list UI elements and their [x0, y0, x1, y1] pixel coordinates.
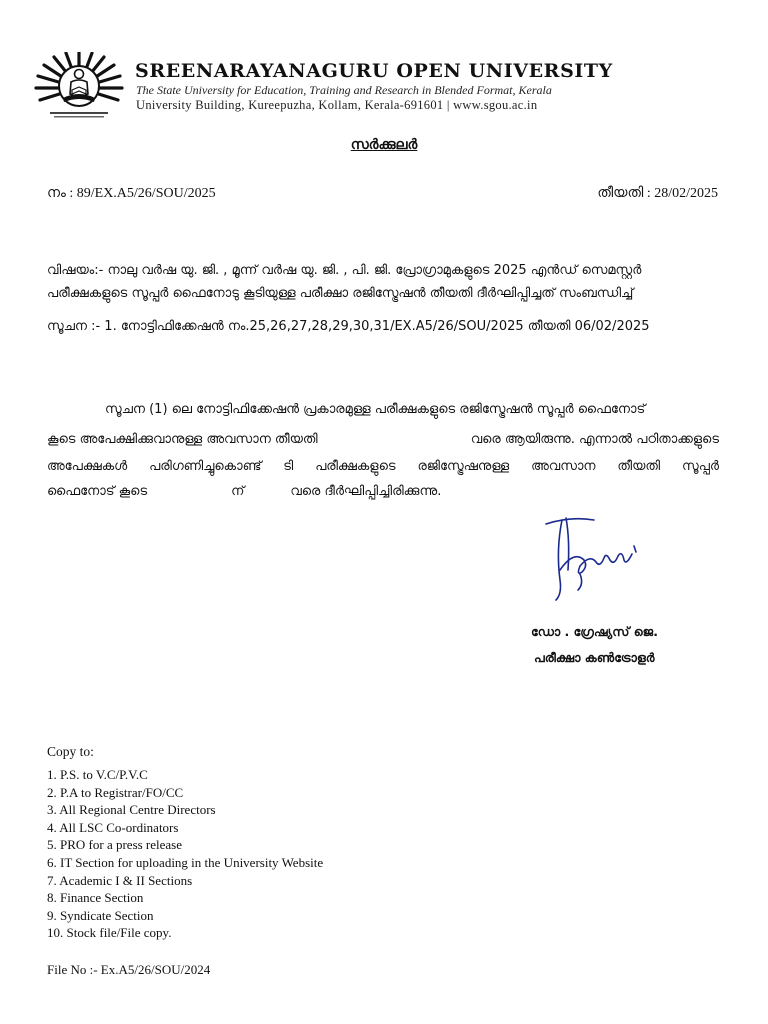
list-item: 10. Stock file/File copy.: [47, 925, 172, 941]
signatory-title: പരീക്ഷാ കൺട്രോളർ: [534, 650, 655, 665]
body-line-3-word: രജിസ്ട്രേഷനുള്ള: [417, 459, 510, 474]
body-line-4-part-b: ന്: [231, 484, 245, 499]
subject-line-1: വിഷയം:- നാലു വർഷ യു. ജി. , മൂന്ന് വർഷ യു. ജി. , പി. ജി. പ്രോഗ്രാമുകളുടെ 2025 എൻഡ് സെമസ്റ്റർ: [47, 263, 642, 278]
body-line-1: സൂചന (1) ലെ നോട്ടിഫിക്കേഷൻ പ്രകാരമുള്ള പരീക്ഷകളുടെ രജിസ്ട്രേഷൻ സൂപ്പർ ഫൈനോട്: [105, 402, 646, 417]
circular-date: തീയതി : 28/02/2025: [597, 186, 718, 201]
signature-image: [540, 510, 650, 605]
file-number: File No :- Ex.A5/26/SOU/2024: [47, 962, 211, 977]
signatory-name: ഡോ . ഗ്രേഷ്യസ് ജെ.: [531, 624, 658, 639]
body-line-4-part-c: വരെ ദീർഘിപ്പിച്ചിരിക്കുന്നു.: [290, 484, 442, 499]
university-tagline: The State University for Education, Training and Research in Blended Format, Kerala: [136, 83, 552, 97]
list-item: 8. Finance Section: [47, 890, 144, 906]
body-line-3-word: പരിഗണിച്ചുകൊണ്ട്: [149, 459, 262, 474]
subject-block: [47, 259, 641, 305]
body-line-3-word: അവസാന: [531, 459, 596, 474]
body-line-3-word: അപേക്ഷകൾ: [47, 459, 128, 474]
list-item: 7. Academic I & II Sections: [47, 872, 193, 888]
subject-line-2: പരീക്ഷകളുടെ സൂപ്പർ ഫൈനോടു കൂടിയുള്ള പരീക്ഷാ രജിസ്ട്രേഷൻ തീയതി ദീർഘിപ്പിച്ചത് സംബന്ധിച്ച്: [47, 286, 634, 301]
reference-number: നം : 89/EX.A5/26/SOU/2025: [47, 186, 216, 201]
body-line-2-part-a: കൂടെ അപേക്ഷിക്കുവാനുള്ള അവസാന തീയതി: [47, 432, 318, 447]
university-name: SREENARAYANAGURU OPEN UNIVERSITY: [135, 60, 613, 82]
list-item: 5. PRO for a press release: [47, 837, 183, 853]
blank-space: [147, 477, 231, 507]
body-line-3-word: പരീക്ഷകളുടെ: [315, 459, 396, 474]
body-line-4-part-a: ഫൈനോട് കൂടെ: [47, 484, 148, 499]
reference-line: സൂചന :- 1. നോട്ടിഫിക്കേഷൻ നം.25,26,27,28,29,30,31/EX.A5/26/SOU/2025 തീയതി 06/02/2025: [47, 319, 650, 334]
list-item: 9. Syndicate Section: [47, 907, 154, 923]
body-line-4: [47, 477, 719, 507]
copy-list: [47, 766, 323, 942]
list-item: 6. IT Section for uploading in the University Website: [47, 854, 324, 870]
body-line-3-word: തീയതി: [617, 459, 661, 474]
blank-space: [244, 477, 290, 507]
circular-title: സർക്കുലർ: [350, 137, 418, 153]
list-item: 1. P.S. to V.C/P.V.C: [47, 767, 148, 782]
body-line-3-word: സൂപ്പർ: [682, 459, 719, 474]
list-item: 3. All Regional Centre Directors: [47, 802, 216, 818]
body-line-2-part-b: വരെ ആയിരുന്നു. എന്നാൽ പഠിതാക്കളുടെ: [470, 432, 719, 447]
university-logo: [28, 52, 130, 122]
university-address: University Building, Kureepuzha, Kollam, Kerala-691601 | www.sgou.ac.in: [136, 98, 538, 112]
list-item: 4. All LSC Co-ordinators: [47, 819, 179, 835]
body-line-2: [47, 425, 719, 455]
list-item: 2. P.A to Registrar/FO/CC: [47, 784, 184, 800]
body-line-3-word: ടി: [283, 459, 294, 474]
copy-to-label: Copy to:: [47, 744, 94, 759]
